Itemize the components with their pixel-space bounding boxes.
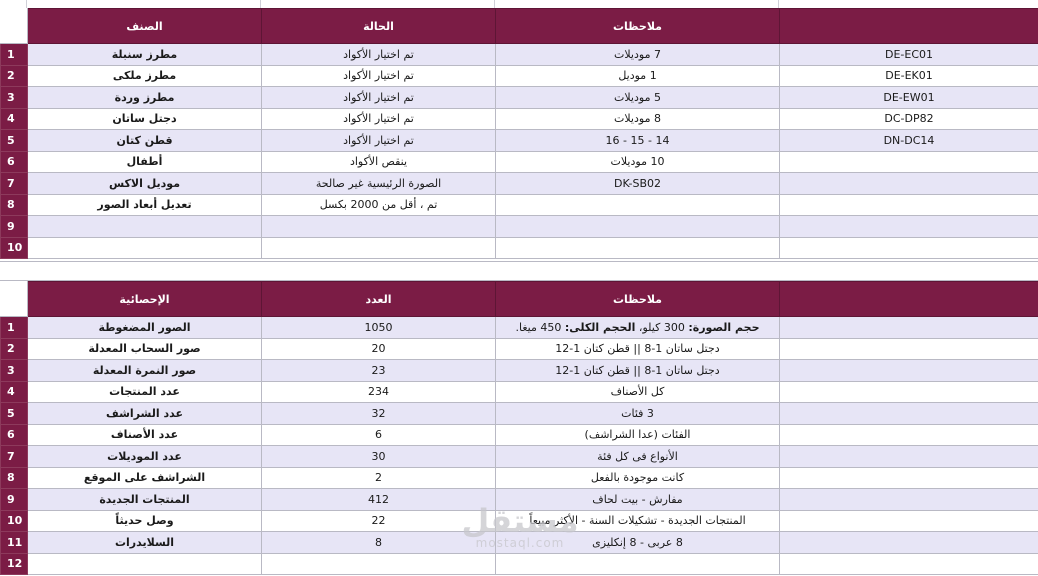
row-number[interactable]: 10 (1, 237, 28, 259)
row-number[interactable]: 1 (1, 317, 28, 339)
notes-cell[interactable]: كل الأصناف (496, 381, 780, 403)
row-number[interactable]: 8 (1, 194, 28, 216)
notes-cell[interactable] (496, 216, 780, 238)
extra-cell[interactable] (780, 360, 1038, 382)
header-extra[interactable] (780, 282, 1038, 317)
table-row (1, 360, 1038, 382)
header-stat[interactable]: الإحصائية (28, 282, 262, 317)
row-number[interactable]: 2 (1, 65, 28, 87)
count-cell[interactable]: 6 (262, 424, 496, 446)
notes-cell[interactable]: 8 موديلات (496, 108, 780, 130)
table-row (1, 65, 1038, 87)
status-cell[interactable]: تم ، أقل من 2000 بكسل (262, 194, 496, 216)
row-number[interactable]: 3 (1, 87, 28, 109)
stat-cell[interactable]: صور النمرة المعدلة (28, 360, 262, 382)
row-number[interactable]: 5 (1, 403, 28, 425)
stat-cell[interactable]: صور السحاب المعدلة (28, 338, 262, 360)
count-cell[interactable]: 32 (262, 403, 496, 425)
category-cell[interactable]: أطفال (28, 151, 262, 173)
extra-cell[interactable] (780, 403, 1038, 425)
count-cell[interactable]: 412 (262, 489, 496, 511)
status-cell[interactable]: تم اختيار الأكواد (262, 44, 496, 66)
row-number[interactable]: 7 (1, 446, 28, 468)
code-cell[interactable]: DC-DP82 (780, 108, 1038, 130)
row-number[interactable]: 6 (1, 151, 28, 173)
extra-cell[interactable] (780, 532, 1038, 554)
count-cell[interactable]: 22 (262, 510, 496, 532)
stat-cell[interactable]: الصور المضغوطة (28, 317, 262, 339)
corner-cell (1, 282, 28, 317)
table-header-row (1, 9, 1038, 44)
code-cell[interactable]: DE-EW01 (780, 87, 1038, 109)
row-number[interactable]: 2 (1, 338, 28, 360)
count-cell[interactable]: 8 (262, 532, 496, 554)
table-row (1, 467, 1038, 489)
stat-cell[interactable]: السلايدرات (28, 532, 262, 554)
statistics-table (0, 281, 1038, 575)
status-cell[interactable]: تم اختيار الأكواد (262, 108, 496, 130)
table-row (1, 317, 1038, 339)
category-cell[interactable]: قطن كتان (28, 130, 262, 152)
count-cell[interactable]: 234 (262, 381, 496, 403)
row-number[interactable]: 4 (1, 381, 28, 403)
code-cell[interactable]: DE-EK01 (780, 65, 1038, 87)
extra-cell[interactable] (780, 553, 1038, 575)
category-cell[interactable]: دجتل ساتان (28, 108, 262, 130)
spacer-row (0, 261, 1038, 281)
notes-cell[interactable]: 1 موديل (496, 65, 780, 87)
code-cell[interactable] (780, 173, 1038, 195)
row-number[interactable]: 8 (1, 467, 28, 489)
notes-cell[interactable]: 10 موديلات (496, 151, 780, 173)
table-row (1, 424, 1038, 446)
table-row (1, 381, 1038, 403)
notes-cell[interactable]: 7 موديلات (496, 44, 780, 66)
count-cell[interactable]: 2 (262, 467, 496, 489)
table-row (1, 216, 1038, 238)
stat-cell[interactable]: الشراشف على الموقع (28, 467, 262, 489)
table-row (1, 194, 1038, 216)
header-notes[interactable]: ملاحظات (496, 282, 780, 317)
notes-fragment: 300 كيلو، (635, 320, 689, 334)
code-cell[interactable] (780, 216, 1038, 238)
notes-cell[interactable]: مفارش - بيت لحاف (496, 489, 780, 511)
table-row (1, 338, 1038, 360)
row-number[interactable]: 9 (1, 489, 28, 511)
count-cell[interactable]: 20 (262, 338, 496, 360)
category-cell[interactable]: تعديل أبعاد الصور (28, 194, 262, 216)
header-code[interactable] (780, 9, 1038, 44)
header-count[interactable]: العدد (262, 282, 496, 317)
status-cell[interactable]: ينقص الأكواد (262, 151, 496, 173)
watermark-arabic: مستقل (461, 502, 579, 540)
table-row (1, 87, 1038, 109)
row-number[interactable]: 12 (1, 553, 28, 575)
row-number[interactable]: 3 (1, 360, 28, 382)
extra-cell[interactable] (780, 467, 1038, 489)
notes-cell[interactable]: الأنواع فى كل فئة (496, 446, 780, 468)
row-number[interactable]: 9 (1, 216, 28, 238)
header-status[interactable]: الحالة (262, 9, 496, 44)
row-number[interactable]: 6 (1, 424, 28, 446)
extra-cell[interactable] (780, 381, 1038, 403)
notes-cell[interactable]: المنتجات الجديدة - تشكيلات السنة - الأكثر مبيعاً (496, 510, 780, 532)
category-cell[interactable]: مطرز سنبلة (28, 44, 262, 66)
top-row-strip (0, 0, 1038, 8)
category-cell[interactable]: مطرز ملكى (28, 65, 262, 87)
code-cell[interactable]: DE-EC01 (780, 44, 1038, 66)
status-cell[interactable]: الصورة الرئيسية غير صالحة (262, 173, 496, 195)
table-row (1, 130, 1038, 152)
table-row (1, 489, 1038, 511)
table-row (1, 553, 1038, 575)
row-number[interactable]: 7 (1, 173, 28, 195)
notes-cell[interactable]: الفئات (عدا الشراشف) (496, 424, 780, 446)
watermark-latin: mostaql.com (475, 536, 565, 550)
table-row (1, 108, 1038, 130)
table-row (1, 151, 1038, 173)
table-row (1, 446, 1038, 468)
extra-cell[interactable] (780, 446, 1038, 468)
stat-cell[interactable]: المنتجات الجديدة (28, 489, 262, 511)
notes-cell[interactable] (496, 237, 780, 259)
count-cell[interactable] (262, 553, 496, 575)
row-number[interactable]: 1 (1, 44, 28, 66)
table-row (1, 532, 1038, 554)
extra-cell[interactable] (780, 510, 1038, 532)
stat-cell[interactable]: عدد الأصناف (28, 424, 262, 446)
row-number[interactable]: 5 (1, 130, 28, 152)
code-cell[interactable]: DN-DC14 (780, 130, 1038, 152)
status-cell[interactable]: تم اختيار الأكواد (262, 87, 496, 109)
extra-cell[interactable] (780, 317, 1038, 339)
header-notes[interactable]: ملاحظات (496, 9, 780, 44)
row-number[interactable]: 10 (1, 510, 28, 532)
notes-fragment: الحجم الكلى: (564, 320, 636, 334)
category-cell[interactable]: موديل الاكس (28, 173, 262, 195)
count-cell[interactable]: 1050 (262, 317, 496, 339)
notes-cell[interactable]: دجتل ساتان 1-8 || قطن كتان 1-12 (496, 338, 780, 360)
table-header-row (1, 282, 1038, 317)
stat-cell[interactable]: عدد المنتجات (28, 381, 262, 403)
category-cell[interactable] (28, 216, 262, 238)
notes-cell[interactable]: DK-SB02 (496, 173, 780, 195)
category-cell[interactable] (28, 237, 262, 259)
row-number[interactable]: 4 (1, 108, 28, 130)
code-cell[interactable] (780, 194, 1038, 216)
stat-cell[interactable]: عدد الشراشف (28, 403, 262, 425)
stat-cell[interactable] (28, 553, 262, 575)
corner-cell (1, 9, 28, 44)
status-cell[interactable] (262, 237, 496, 259)
notes-fragment: حجم الصورة: (688, 320, 760, 334)
status-cell[interactable]: تم اختيار الأكواد (262, 65, 496, 87)
count-cell[interactable]: 30 (262, 446, 496, 468)
notes-cell[interactable] (496, 317, 780, 339)
code-cell[interactable] (780, 237, 1038, 259)
header-category[interactable]: الصنف (28, 9, 262, 44)
table-row (1, 173, 1038, 195)
notes-cell[interactable]: 3 فئات (496, 403, 780, 425)
row-number[interactable]: 11 (1, 532, 28, 554)
stat-cell[interactable]: عدد الموديلات (28, 446, 262, 468)
notes-cell[interactable]: 14 - 15 - 16 (496, 130, 780, 152)
stat-cell[interactable]: وصل حديثاً (28, 510, 262, 532)
extra-cell[interactable] (780, 338, 1038, 360)
count-cell[interactable]: 23 (262, 360, 496, 382)
code-cell[interactable] (780, 151, 1038, 173)
category-cell[interactable]: مطرز وردة (28, 87, 262, 109)
table-row (1, 44, 1038, 66)
table-row (1, 510, 1038, 532)
products-status-table (0, 8, 1038, 259)
notes-cell[interactable]: دجتل ساتان 1-8 || قطن كتان 1-12 (496, 360, 780, 382)
extra-cell[interactable] (780, 489, 1038, 511)
notes-cell[interactable] (496, 553, 780, 575)
status-cell[interactable]: تم اختيار الأكواد (262, 130, 496, 152)
notes-cell[interactable]: كانت موجودة بالفعل (496, 467, 780, 489)
table-row (1, 237, 1038, 259)
status-cell[interactable] (262, 216, 496, 238)
notes-cell[interactable]: 8 عربى - 8 إنكليزى (496, 532, 780, 554)
notes-cell[interactable] (496, 194, 780, 216)
notes-cell[interactable]: 5 موديلات (496, 87, 780, 109)
extra-cell[interactable] (780, 424, 1038, 446)
notes-fragment: 450 ميغا. (515, 320, 565, 334)
table-row (1, 403, 1038, 425)
